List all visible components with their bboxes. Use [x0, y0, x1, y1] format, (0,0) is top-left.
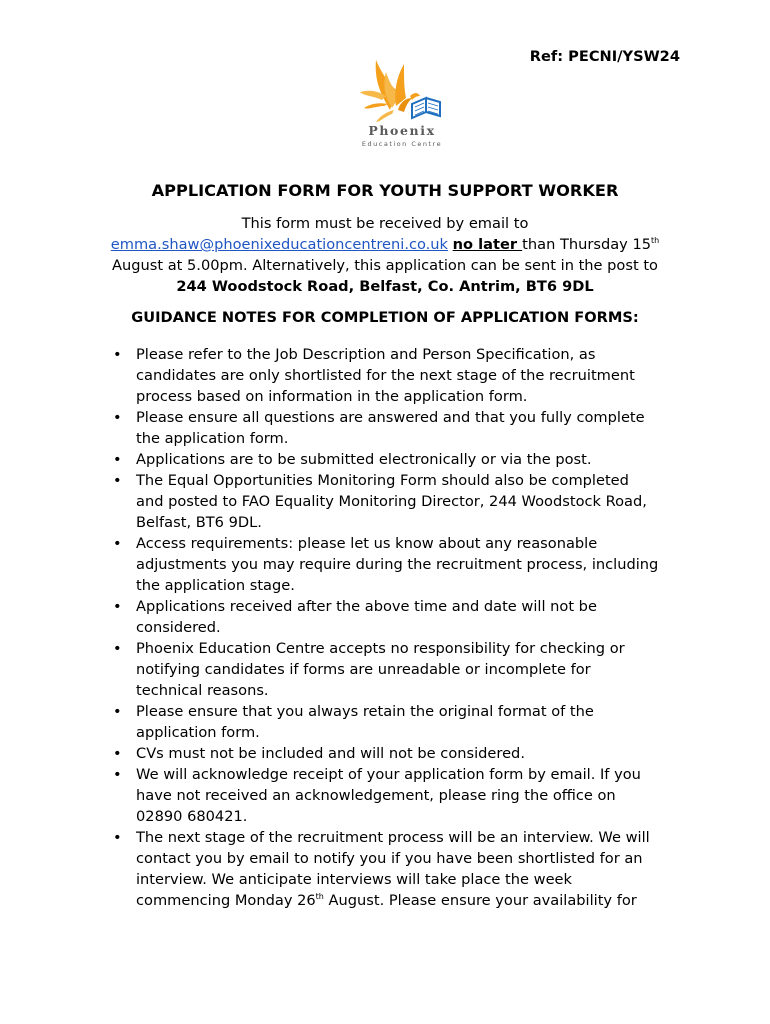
logo-name: Phoenix — [368, 123, 436, 138]
bullet-text-line: the application stage. — [136, 577, 295, 594]
bullet-text-line: application form. — [136, 724, 260, 741]
guidance-bullet-item — [113, 638, 693, 701]
bullet-dot-icon: • — [113, 640, 122, 657]
bullet-text-line: The Equal Opportunities Monitoring Form should also be completed — [136, 472, 629, 489]
bullet-dot-icon: • — [113, 745, 122, 762]
bullet-text-line: 02890 680421. — [136, 808, 248, 825]
bullet-text-line: Belfast, BT6 9DL. — [136, 514, 262, 531]
bullet-dot-icon: • — [113, 346, 122, 363]
guidance-bullet-item — [113, 743, 693, 764]
bullet-text-fragment: commencing Monday 26 — [136, 892, 316, 909]
bullet-dot-icon: • — [113, 535, 122, 552]
guidance-bullet-item — [113, 764, 693, 827]
bullet-text-fragment: August. Please ensure your availability for — [323, 892, 637, 909]
bullet-text-line: Applications received after the above time and date will not be — [136, 598, 597, 615]
guidance-bullet-item — [113, 407, 693, 449]
bullet-text-line — [136, 890, 693, 911]
guidance-bullet-list — [113, 344, 693, 911]
intro-line-3: August at 5.00pm. Alternatively, this application can be sent in the post to — [112, 257, 658, 274]
no-later-text: no later — [452, 236, 523, 253]
bullet-text-line: considered. — [136, 619, 221, 636]
bullet-text-line: adjustments you may require during the recruitment process, including — [136, 556, 659, 573]
guidance-bullet-item — [113, 827, 693, 911]
guidance-bullet-item — [113, 449, 693, 470]
phoenix-logo — [352, 52, 452, 152]
guidance-bullet-item — [113, 701, 693, 743]
form-title: APPLICATION FORM FOR YOUTH SUPPORT WORKER — [151, 181, 619, 200]
bullet-text-line: process based on information in the application form. — [136, 388, 528, 405]
reference-number: Ref: PECNI/YSW24 — [529, 48, 680, 65]
bullet-text-line: The next stage of the recruitment process will be an interview. We will — [136, 829, 650, 846]
ordinal-suffix: th — [651, 236, 660, 246]
bullet-text-line: the application form. — [136, 430, 289, 447]
logo-subtitle: Education Centre — [361, 140, 443, 148]
intro-line-2 — [60, 234, 710, 255]
bullet-text-line: and posted to FAO Equality Monitoring Director, 244 Woodstock Road, — [136, 493, 647, 510]
bullet-dot-icon: • — [113, 472, 122, 489]
bullet-dot-icon: • — [113, 598, 122, 615]
bullet-text-line: notifying candidates if forms are unreadable or incomplete for — [136, 661, 591, 678]
bullet-dot-icon: • — [113, 766, 122, 783]
bullet-text-line: Access requirements: please let us know about any reasonable — [136, 535, 598, 552]
ordinal-suffix: th — [315, 892, 324, 902]
bullet-text-line: CVs must not be included and will not be considered. — [136, 745, 525, 762]
guidance-bullet-item — [113, 470, 693, 533]
postal-address: 244 Woodstock Road, Belfast, Co. Antrim, BT6 9DL — [176, 278, 594, 295]
bullet-dot-icon: • — [113, 451, 122, 468]
bullet-text-line: interview. We anticipate interviews will take place the week — [136, 871, 572, 888]
bullet-text-line: Applications are to be submitted electronically or via the post. — [136, 451, 592, 468]
deadline-day-text: than Thursday 15 — [522, 236, 652, 253]
bullet-text-line: Please ensure that you always retain the original format of the — [136, 703, 594, 720]
guidance-bullet-item — [113, 344, 693, 407]
bullet-text-line: Please ensure all questions are answered and that you fully complete — [136, 409, 645, 426]
phoenix-bird-icon — [352, 52, 452, 124]
guidance-heading: GUIDANCE NOTES FOR COMPLETION OF APPLICATION FORMS: — [131, 309, 639, 326]
bullet-dot-icon: • — [113, 703, 122, 720]
bullet-text-line: Phoenix Education Centre accepts no responsibility for checking or — [136, 640, 625, 657]
bullet-text-line: candidates are only shortlisted for the next stage of the recruitment — [136, 367, 635, 384]
intro-line-1: This form must be received by email to — [241, 215, 529, 232]
bullet-text-line: contact you by email to notify you if you have been shortlisted for an — [136, 850, 643, 867]
bullet-text-line: Please refer to the Job Description and Person Specification, as — [136, 346, 596, 363]
bullet-dot-icon: • — [113, 409, 122, 426]
bullet-text-line: We will acknowledge receipt of your application form by email. If you — [136, 766, 641, 783]
bullet-text-line: technical reasons. — [136, 682, 269, 699]
guidance-bullet-item — [113, 533, 693, 596]
bullet-dot-icon: • — [113, 829, 122, 846]
guidance-bullet-item — [113, 596, 693, 638]
bullet-text-line: have not received an acknowledgement, please ring the office on — [136, 787, 616, 804]
email-link[interactable]: emma.shaw@phoenixeducationcentreni.co.uk — [110, 236, 449, 253]
intro-paragraph — [60, 213, 710, 297]
